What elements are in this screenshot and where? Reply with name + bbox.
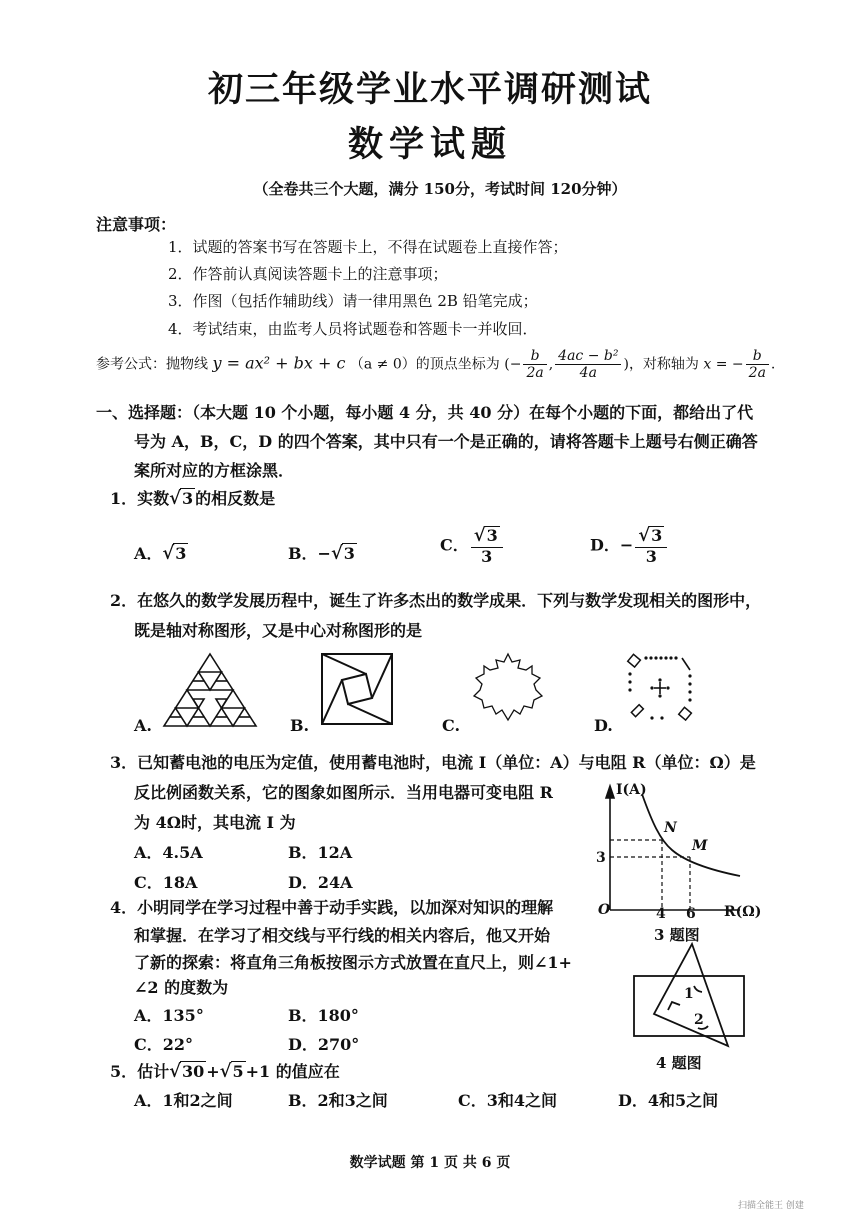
vertex-y-fraction: $\frac{\text{4ac − b²}}{4a}$ [555, 348, 621, 381]
q4-option-b: B．180° [288, 1006, 359, 1025]
q2-option-d: D. [594, 716, 613, 735]
notice-item-1: 1．试题的答案书写在答题卡上，不得在试题卷上直接作答； [168, 238, 568, 256]
question-3-line2: 反比例函数关系，它的图象如图所示．当用电器可变电阻 R [134, 783, 553, 802]
q2-option-c: C. [442, 716, 461, 735]
notice-heading: 注意事项： [96, 215, 177, 234]
q1-option-b: B．−√3 [288, 543, 355, 564]
reference-formula: 参考公式：抛物线 y = ax² + bx + c （a ≠ 0）的顶点坐标为 (− $\frac{b}{2a}$ , $\frac{\text{4ac − b²}}{4a}$ )，对称轴为 x = − $\frac{b}{2a}$ . [96, 348, 776, 382]
figure3-origin: O [598, 902, 611, 918]
question-4-line4: ∠2 的度数为 [134, 978, 229, 997]
question-2-line1: 2．在悠久的数学发展历程中，诞生了许多杰出的数学成果．下列与数学发现相关的图形中， [110, 591, 762, 610]
formula-prefix: 参考公式：抛物线 [96, 356, 208, 373]
figure3-x-tick-6: 6 [686, 906, 696, 922]
q3-option-d: D．24A [288, 873, 353, 892]
pinwheel-square-figure [320, 652, 394, 726]
axis-fraction: $\frac{b}{2a}$ [746, 348, 769, 381]
q1-option-c: C． $\frac{√3}{3}$ [440, 526, 505, 566]
q5-option-a: A．1和2之间 [134, 1091, 233, 1110]
q2-option-a: A. [134, 716, 152, 735]
q5-option-b: B．2和3之间 [288, 1091, 388, 1110]
figure4-angle-2: 2 [694, 1012, 704, 1028]
figure4-angle-1: 1 [684, 986, 694, 1002]
page-footer: 数学试题 第 1 页 共 6 页 [349, 1155, 511, 1171]
notice-item-3: 3．作图（包括作辅助线）请一律用黑色 2B 铅笔完成； [168, 292, 538, 310]
section1-line2: 号为 A，B，C，D 的四个答案，其中只有一个是正确的，请将答题卡上题号右侧正确答 [134, 432, 758, 451]
sierpinski-triangle-figure [162, 652, 258, 728]
q5-option-d: D．4和5之间 [618, 1091, 719, 1110]
q4-option-a: A．135° [134, 1006, 204, 1025]
question-3-line3: 为 4Ω时，其电流 I 为 [134, 813, 296, 832]
q1-option-d: D．− $\frac{√3}{3}$ [590, 526, 669, 566]
question-4-line2: 和掌握．在学习了相交线与平行线的相关内容后，他又开始 [134, 926, 551, 945]
q4-option-c: C．22° [134, 1035, 194, 1054]
notice-item-4: 4．考试结束，由监考人员将试题卷和答题卡一并收回． [168, 320, 538, 338]
figure4-caption: 4 题图 [656, 1054, 702, 1072]
axis-equation: x = − [703, 356, 744, 373]
figure3-point-n: N [664, 820, 677, 836]
q4-option-d: D．270° [288, 1035, 360, 1054]
q3-option-a: A．4.5A [134, 843, 203, 862]
figure3-y-tick: 3 [596, 850, 606, 866]
figure3-point-m: M [692, 838, 708, 854]
question-2-line2: 既是轴对称图形，又是中心对称图形的是 [134, 621, 423, 640]
figure3-x-tick-4: 4 [656, 906, 666, 922]
q3-option-c: C．18A [134, 873, 198, 892]
section1-line1: 一、选择题：（本大题 10 个小题，每小题 4 分，共 40 分）在每个小题的下面，都给出了代 [96, 403, 754, 422]
koch-snowflake-figure [470, 650, 546, 726]
exam-title: 初三年级学业水平调研测试 [207, 69, 652, 110]
question-4-line1: 4．小明同学在学习过程中善于动手实践，以加深对知识的理解 [110, 898, 554, 917]
formula-condition: （a ≠ 0）的顶点坐标为 [349, 356, 500, 373]
notice-item-2: 2．作答前认真阅读答题卡上的注意事项； [168, 265, 448, 283]
figure3-y-label: I(A) [616, 782, 647, 798]
formula-equation: y = ax² + bx + c [212, 353, 346, 373]
exam-info: （全卷共三个大题，满分 150分，考试时间 120分钟） [253, 180, 627, 198]
figure3-x-label: R(Ω) [724, 904, 762, 920]
question-3-line1: 3．已知蓄电池的电压为定值，使用蓄电池时，电流 I（单位：A）与电阻 R（单位：Ω）是 [110, 753, 756, 772]
question-1-stem: 1．实数√3 的相反数是 [110, 488, 276, 509]
q5-option-c: C．3和4之间 [458, 1091, 558, 1110]
q1-option-a: A．√3 [134, 543, 187, 564]
subject-title: 数学试题 [347, 124, 512, 165]
axis-text: ，对称轴为 [628, 356, 699, 373]
question-5-stem: 5．估计√30 +√5 +1 的值应在 [110, 1061, 340, 1082]
vertex-x-fraction: $\frac{b}{2a}$ [523, 348, 546, 381]
section1-line3: 案所对应的方框涂黑． [134, 461, 295, 480]
q2-option-b: B. [290, 716, 310, 735]
q3-option-b: B．12A [288, 843, 353, 862]
scanner-watermark: 扫描全能王 创建 [738, 1201, 804, 1211]
figure3-caption: 3 题图 [654, 926, 700, 944]
question-4-line3: 了新的探索：将直角三角板按图示方式放置在直尺上，则∠1+ [134, 953, 572, 972]
dot-pattern-figure [622, 650, 698, 726]
